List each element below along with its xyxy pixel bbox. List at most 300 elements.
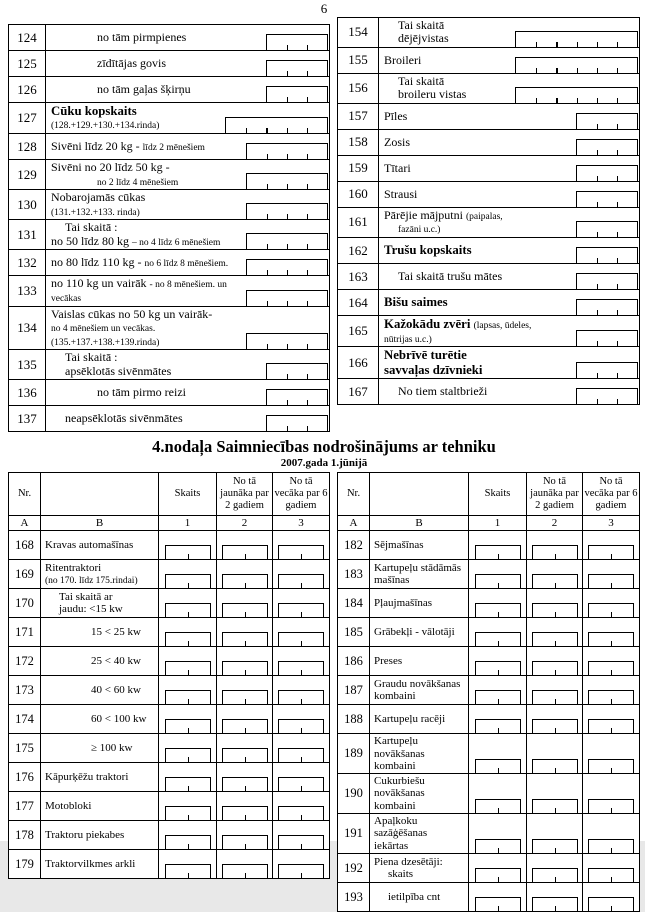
entry-cell <box>469 705 527 733</box>
row-label <box>370 647 469 675</box>
label-text: Sivēni no 20 līdz 50 kg - <box>51 160 170 175</box>
page-number: 6 <box>320 1 328 16</box>
digit-entry-box[interactable] <box>222 574 268 588</box>
entry-box-wrap <box>246 190 328 219</box>
row-label <box>46 77 266 102</box>
row-label <box>370 883 469 911</box>
digit-entry-box[interactable] <box>576 330 638 346</box>
row-label <box>370 589 469 617</box>
label-text: ietilpība cnt <box>388 890 441 903</box>
table-row <box>9 821 329 850</box>
label-line <box>51 83 266 96</box>
digit-entry-box[interactable] <box>222 545 268 559</box>
row-label <box>41 792 159 820</box>
digit-entry-box[interactable] <box>588 868 634 882</box>
table-row <box>338 182 639 208</box>
digit-entry-box[interactable] <box>576 273 638 289</box>
row-number: 188 <box>338 705 370 733</box>
digit-separator-tick <box>611 728 612 733</box>
digit-entry-box[interactable] <box>475 839 521 853</box>
row-number: 174 <box>9 705 41 733</box>
digit-entry-box[interactable] <box>588 661 634 675</box>
digit-entry-box[interactable] <box>165 864 211 878</box>
row-label <box>46 51 266 76</box>
row-number: 133 <box>9 276 46 305</box>
digit-separator-tick <box>245 815 246 820</box>
label-text: no 110 kg un vairāk <box>51 276 150 291</box>
row-label <box>41 589 159 617</box>
digit-separator-tick <box>597 150 598 155</box>
digit-entry-box[interactable] <box>588 603 634 617</box>
digit-entry-box[interactable] <box>165 661 211 675</box>
digit-entry-box[interactable] <box>475 690 521 704</box>
row-number: 154 <box>338 18 379 47</box>
row-label <box>46 190 246 219</box>
digit-entry-box[interactable] <box>165 835 211 849</box>
digit-entry-box[interactable] <box>532 897 578 911</box>
entry-box-wrap <box>576 156 638 181</box>
label-line <box>374 713 466 725</box>
livestock-table-right <box>337 17 640 405</box>
entry-cell <box>217 821 273 849</box>
row-number: 184 <box>338 589 370 617</box>
digit-entry-box[interactable] <box>532 632 578 646</box>
digit-entry-box[interactable] <box>278 632 324 646</box>
entry-cell <box>583 531 639 559</box>
label-text: apsēklotās sivēnmātes <box>65 363 172 378</box>
row-label <box>379 156 576 181</box>
digit-entry-box[interactable] <box>222 719 268 733</box>
entry-cell <box>469 647 527 675</box>
digit-entry-box[interactable] <box>222 603 268 617</box>
row-number: 163 <box>338 264 379 289</box>
digit-entry-box[interactable] <box>576 165 638 181</box>
digit-entry-box[interactable] <box>576 221 638 237</box>
digit-entry-box[interactable] <box>278 574 324 588</box>
label-line <box>374 775 466 800</box>
digit-separator-tick <box>611 554 612 559</box>
label-text: Pārējie mājputni <box>384 207 466 222</box>
digit-entry-box[interactable] <box>588 574 634 588</box>
label-text: zīdītājas govis <box>97 55 166 70</box>
digit-separator-tick <box>597 399 598 404</box>
label-line <box>384 222 576 236</box>
digit-entry-box[interactable] <box>222 661 268 675</box>
label-text: (135.+137.+138.+139.rinda) <box>51 337 160 348</box>
label-line <box>384 88 515 101</box>
digit-separator-tick <box>267 270 268 275</box>
digit-separator-tick <box>555 612 556 617</box>
label-line <box>384 209 576 223</box>
digit-entry-box[interactable] <box>246 173 328 189</box>
table-row <box>9 190 329 220</box>
digit-separator-tick <box>617 68 618 73</box>
row-label <box>41 560 159 588</box>
entry-cell <box>273 734 329 762</box>
header-nr: Nr. <box>9 473 41 515</box>
digit-entry-box[interactable] <box>278 603 324 617</box>
entry-cell <box>583 854 639 882</box>
row-label <box>46 276 246 305</box>
digit-entry-box[interactable] <box>278 777 324 791</box>
entry-box-wrap <box>266 350 328 379</box>
row-number: 124 <box>9 25 46 50</box>
table-row <box>9 103 329 134</box>
row-number: 176 <box>9 763 41 791</box>
machinery-section <box>8 472 640 912</box>
digit-separator-tick <box>597 124 598 129</box>
row-number: 132 <box>9 250 46 275</box>
entry-cell <box>469 531 527 559</box>
digit-entry-box[interactable] <box>475 574 521 588</box>
digit-entry-box[interactable] <box>475 759 521 773</box>
entry-box-wrap <box>246 160 328 189</box>
row-label <box>379 347 576 378</box>
table-row <box>338 774 639 814</box>
row-label <box>41 850 159 878</box>
label-text: Tai skaitā <box>398 73 445 88</box>
digit-entry-box[interactable] <box>246 143 328 159</box>
digit-entry-box[interactable] <box>576 191 638 207</box>
digit-separator-tick <box>307 128 308 133</box>
digit-entry-box[interactable] <box>588 759 634 773</box>
digit-entry-box[interactable] <box>475 603 521 617</box>
digit-entry-box[interactable] <box>532 868 578 882</box>
row-label <box>41 531 159 559</box>
subheader-1: 1 <box>159 516 217 530</box>
digit-entry-box[interactable] <box>588 632 634 646</box>
digit-entry-box[interactable] <box>532 545 578 559</box>
digit-separator-tick <box>287 270 288 275</box>
label-line <box>384 162 576 175</box>
entry-cell <box>469 854 527 882</box>
digit-entry-box[interactable] <box>532 690 578 704</box>
row-number: 173 <box>9 676 41 704</box>
digit-entry-box[interactable] <box>532 661 578 675</box>
entry-box-wrap <box>515 74 638 103</box>
digit-entry-box[interactable] <box>246 333 328 349</box>
digit-separator-tick <box>301 641 302 646</box>
digit-separator-tick <box>555 554 556 559</box>
digit-separator-tick <box>611 808 612 813</box>
digit-separator-tick <box>597 68 598 73</box>
digit-separator-tick <box>617 176 618 181</box>
digit-entry-box[interactable] <box>515 87 638 103</box>
row-label <box>379 104 576 129</box>
digit-entry-box[interactable] <box>278 806 324 820</box>
digit-separator-tick <box>617 202 618 207</box>
machinery-body-left <box>9 531 329 878</box>
entry-cell <box>527 589 583 617</box>
entry-box-wrap <box>576 316 638 346</box>
digit-entry-box[interactable] <box>576 362 638 378</box>
digit-entry-box[interactable] <box>246 290 328 306</box>
digit-entry-box[interactable] <box>576 113 638 129</box>
digit-separator-tick <box>287 97 288 102</box>
digit-entry-box[interactable] <box>266 389 328 405</box>
digit-separator-tick <box>498 768 499 773</box>
row-label <box>370 814 469 853</box>
digit-entry-box[interactable] <box>515 31 638 47</box>
entry-box-wrap <box>246 134 328 159</box>
digit-entry-box[interactable] <box>475 897 521 911</box>
table-row <box>338 347 639 379</box>
digit-entry-box[interactable] <box>165 806 211 820</box>
digit-entry-box[interactable] <box>475 799 521 813</box>
entry-cell <box>273 618 329 646</box>
digit-entry-box[interactable] <box>576 388 638 404</box>
digit-entry-box[interactable] <box>266 60 328 76</box>
table-row <box>9 77 329 103</box>
digit-separator-tick <box>307 344 308 349</box>
entry-cell <box>273 821 329 849</box>
digit-entry-box[interactable] <box>222 632 268 646</box>
table-row <box>338 130 639 156</box>
label-text: No tiem staltbrieži <box>398 383 488 398</box>
digit-separator-tick <box>556 98 557 103</box>
table-row <box>9 618 329 647</box>
digit-entry-box[interactable] <box>165 603 211 617</box>
digit-separator-tick <box>617 124 618 129</box>
digit-entry-box[interactable] <box>588 719 634 733</box>
digit-entry-box[interactable] <box>278 661 324 675</box>
digit-separator-tick <box>287 184 288 189</box>
row-label <box>46 103 225 133</box>
digit-separator-tick <box>611 877 612 882</box>
label-line <box>51 412 266 425</box>
row-number: 167 <box>338 379 379 404</box>
digit-entry-box[interactable] <box>475 719 521 733</box>
digit-separator-tick <box>267 244 268 249</box>
digit-entry-box[interactable] <box>165 777 211 791</box>
digit-entry-box[interactable] <box>165 690 211 704</box>
digit-entry-box[interactable] <box>278 545 324 559</box>
digit-entry-box[interactable] <box>278 835 324 849</box>
digit-separator-tick <box>245 757 246 762</box>
entry-cell <box>583 883 639 911</box>
digit-entry-box[interactable] <box>246 203 328 219</box>
row-label <box>379 130 576 155</box>
digit-entry-box[interactable] <box>475 545 521 559</box>
digit-entry-box[interactable] <box>532 574 578 588</box>
digit-separator-tick <box>287 374 288 379</box>
digit-separator-tick <box>188 757 189 762</box>
digit-entry-box[interactable] <box>222 835 268 849</box>
label-text: 25 < 40 kw <box>91 655 141 668</box>
label-text: Tītari <box>384 160 411 175</box>
label-text: Strausi <box>384 186 418 201</box>
digit-entry-box[interactable] <box>475 661 521 675</box>
label-text: (lapsas, ūdeles, <box>473 321 532 331</box>
digit-entry-box[interactable] <box>222 690 268 704</box>
table-row <box>338 264 639 290</box>
digit-separator-tick <box>301 844 302 849</box>
row-number: 185 <box>338 618 370 646</box>
digit-entry-box[interactable] <box>222 806 268 820</box>
machinery-table-left <box>8 472 330 879</box>
label-line <box>384 332 576 346</box>
entry-box-wrap <box>246 250 328 275</box>
digit-entry-box[interactable] <box>532 839 578 853</box>
digit-entry-box[interactable] <box>532 603 578 617</box>
label-line <box>45 539 156 551</box>
table-row <box>9 676 329 705</box>
label-text: Preses <box>374 655 403 668</box>
digit-separator-tick <box>555 877 556 882</box>
digit-entry-box[interactable] <box>165 748 211 762</box>
label-line <box>51 256 246 270</box>
label-text: savvaļas dzīvnieki <box>384 362 483 377</box>
table-row <box>9 647 329 676</box>
digit-separator-tick <box>555 768 556 773</box>
table-row <box>338 814 639 854</box>
digit-entry-box[interactable] <box>588 799 634 813</box>
digit-separator-tick <box>267 344 268 349</box>
entry-cell <box>273 560 329 588</box>
label-line <box>374 815 466 840</box>
entry-cell <box>159 705 217 733</box>
row-number: 171 <box>9 618 41 646</box>
digit-separator-tick <box>555 670 556 675</box>
label-text: no 80 līdz 110 kg - <box>51 254 145 269</box>
label-text: līdz 2 mēnešiem <box>142 142 205 153</box>
digit-entry-box[interactable] <box>222 864 268 878</box>
label-text: Bišu saimes <box>384 295 448 310</box>
digit-separator-tick <box>245 641 246 646</box>
digit-entry-box[interactable] <box>278 748 324 762</box>
row-number: 136 <box>9 380 46 405</box>
label-text: Traktoru piekabes <box>45 829 125 842</box>
digit-separator-tick <box>245 844 246 849</box>
row-number: 166 <box>338 347 379 378</box>
digit-entry-box[interactable] <box>266 34 328 50</box>
table-row <box>338 647 639 676</box>
label-text: Sējmašīnas <box>374 539 424 552</box>
label-text: Tai skaitā ar <box>59 590 113 603</box>
digit-entry-box[interactable] <box>576 299 638 315</box>
digit-separator-tick <box>498 670 499 675</box>
row-label <box>379 316 576 346</box>
digit-entry-box[interactable] <box>246 259 328 275</box>
digit-entry-box[interactable] <box>222 777 268 791</box>
entry-box-wrap <box>266 380 328 405</box>
digit-separator-tick <box>287 154 288 159</box>
entry-box-wrap <box>266 406 328 431</box>
entry-cell <box>217 647 273 675</box>
row-label <box>46 250 246 275</box>
label-text: Kartupeļu novākšanas <box>374 735 425 760</box>
digit-entry-box[interactable] <box>278 864 324 878</box>
table-row <box>338 560 639 589</box>
digit-entry-box[interactable] <box>278 719 324 733</box>
digit-entry-box[interactable] <box>475 868 521 882</box>
label-text: Cukurbiešu novākšanas <box>374 775 425 800</box>
digit-entry-box[interactable] <box>266 86 328 102</box>
digit-separator-tick <box>301 873 302 878</box>
digit-entry-box[interactable] <box>165 574 211 588</box>
digit-entry-box[interactable] <box>165 545 211 559</box>
digit-entry-box[interactable] <box>278 690 324 704</box>
digit-entry-box[interactable] <box>225 117 328 133</box>
label-line <box>51 118 225 132</box>
digit-separator-tick <box>287 214 288 219</box>
digit-separator-tick <box>287 128 288 133</box>
entry-box-wrap <box>576 379 638 404</box>
digit-entry-box[interactable] <box>588 690 634 704</box>
digit-entry-box[interactable] <box>246 233 328 249</box>
digit-separator-tick <box>188 583 189 588</box>
digit-separator-tick <box>617 284 618 289</box>
digit-entry-box[interactable] <box>576 139 638 155</box>
digit-entry-box[interactable] <box>475 632 521 646</box>
digit-separator-tick <box>188 873 189 878</box>
row-number: 189 <box>338 734 370 773</box>
digit-entry-box[interactable] <box>266 363 328 379</box>
digit-entry-box[interactable] <box>222 748 268 762</box>
entry-cell <box>159 821 217 849</box>
label-line <box>45 574 156 587</box>
row-label <box>379 182 576 207</box>
digit-entry-box[interactable] <box>588 897 634 911</box>
digit-entry-box[interactable] <box>532 759 578 773</box>
entry-cell <box>469 734 527 773</box>
table-row <box>338 208 639 238</box>
digit-entry-box[interactable] <box>576 247 638 263</box>
label-text: ≥ 100 kw <box>91 742 133 755</box>
label-text: - no 8 mēnešiem. un vecākas <box>51 280 227 304</box>
digit-separator-tick <box>498 554 499 559</box>
table-row <box>9 160 329 190</box>
digit-separator-tick <box>611 612 612 617</box>
entry-cell <box>159 850 217 878</box>
entry-box-wrap <box>225 103 328 133</box>
entry-box-wrap <box>576 130 638 155</box>
digit-entry-box[interactable] <box>588 839 634 853</box>
table-row <box>338 531 639 560</box>
label-line <box>51 175 246 189</box>
label-text: Tai skaitā : <box>65 220 118 235</box>
label-text: fazāni u.c.) <box>398 225 441 236</box>
label-line <box>384 385 576 398</box>
row-label <box>379 238 576 263</box>
entry-cell <box>273 647 329 675</box>
digit-entry-box[interactable] <box>588 545 634 559</box>
section-subtitle: 2007.gada 1.jūnijā <box>280 457 368 470</box>
digit-separator-tick <box>611 670 612 675</box>
entry-cell <box>527 531 583 559</box>
label-text: Trušu kopskaits <box>384 243 472 258</box>
entry-cell <box>273 705 329 733</box>
digit-separator-tick <box>188 728 189 733</box>
row-number: 186 <box>338 647 370 675</box>
machinery-subheader-row <box>338 516 639 531</box>
entry-cell <box>217 618 273 646</box>
digit-entry-box[interactable] <box>515 57 638 73</box>
row-label <box>379 208 576 237</box>
table-row <box>338 734 639 774</box>
digit-entry-box[interactable] <box>266 415 328 431</box>
label-text: 15 < 25 kw <box>91 626 141 639</box>
digit-entry-box[interactable] <box>165 632 211 646</box>
digit-entry-box[interactable] <box>532 799 578 813</box>
label-line <box>374 539 466 551</box>
label-text: no tām gaļas šķirņu <box>97 81 191 96</box>
digit-entry-box[interactable] <box>165 719 211 733</box>
table-row <box>9 406 329 431</box>
label-line <box>51 321 246 335</box>
label-line <box>45 562 156 574</box>
digit-entry-box[interactable] <box>532 719 578 733</box>
